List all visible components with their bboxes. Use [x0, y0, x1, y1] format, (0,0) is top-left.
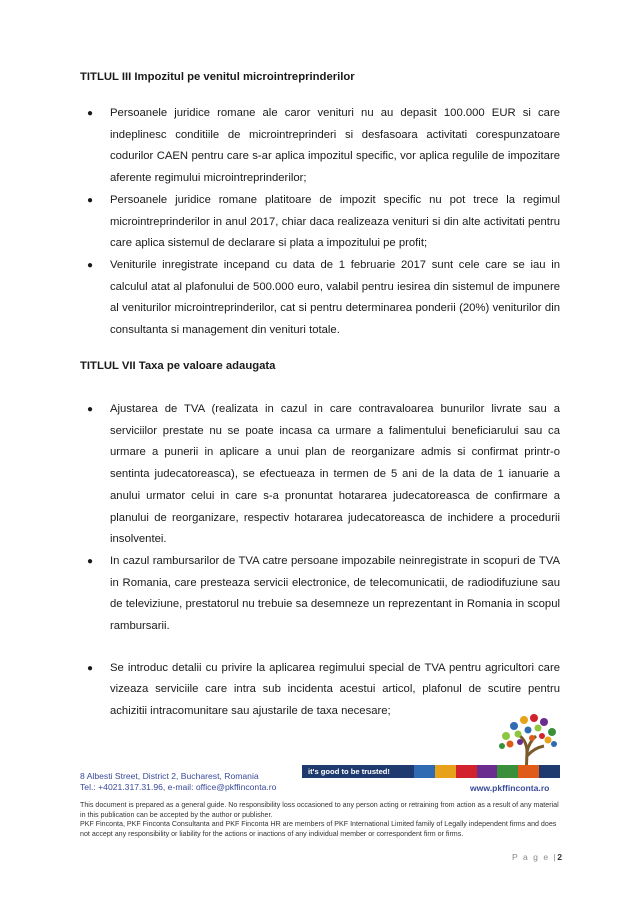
banner-segment	[539, 765, 560, 778]
disclaimer	[80, 801, 562, 839]
list-item: ● Persoanele juridice romane ale caror venituri nu au depasit 100.000 EUR si care indeplinesc conditiile de microintreprinderi si desfasoara activitati corespunzatoare codurilor CAEN pentru care s-ar aplica impozitul specific, vor aplica regulile de impozitare aferente regimului microintreprinderilor;	[80, 103, 560, 190]
page-number: P a g e |2	[512, 852, 562, 862]
bullet-icon: ●	[87, 259, 94, 271]
slogan-text: it's good to be trusted!	[302, 765, 414, 778]
bullet-icon: ●	[87, 404, 94, 415]
page-label: P a g e	[512, 852, 550, 862]
banner-segment	[497, 765, 518, 778]
banner-segment	[456, 765, 477, 778]
banner-segment	[518, 765, 539, 778]
slogan-banner	[302, 765, 560, 778]
disclaimer-paragraph: This document is prepared as a general guide. No responsibility loss occasioned to any person acting or retraining from action as a result of any material in this publication can be accepted by the author or publisher.	[80, 801, 559, 819]
bullet-icon: ●	[87, 662, 94, 674]
list-item: ● Se introduc detalii cu privire la aplicarea regimului special de TVA pentru agricultori care vizeaza serviciile care intra sub incidenta acestui articol, plafonul de scutire pentru achizitii intracomunitare sau ajustarile de taxa necesare;	[80, 658, 560, 723]
bullet-icon: ●	[87, 194, 94, 206]
footer-contact[interactable]: Tel.: +4021.317.31.96, e-mail: office@pkffinconta.ro	[80, 782, 277, 792]
banner-segment	[477, 765, 498, 778]
section-title-titlul-iii: TITLUL III Impozitul pe venitul microintreprinderilor	[80, 71, 355, 83]
list-item: ● Ajustarea de TVA (realizata in cazul in care contravaloarea bunurilor livrate sau a serviciilor prestate nu se poate incasa ca urmare a falimentului beneficiarului sau ca urmare a punerii in aplicare a unui plan de reorganizare admis si confirmat printr-o sentinta judecatoreasca), se efectueaza in termen de 5 ani de la data de 1 ianuarie a anului urmator celui in care s-a pronuntat hotararea judecatoreasca de confirmare a planului de reorganizare, respectiv hotararea judecatoreasca de inchidere a procedurii insolventei.	[80, 399, 560, 551]
list-item: ● Persoanele juridice romane platitoare de impozit specific nu pot trece la regimul microintreprinderilor in anul 2017, chiar daca realizeaza venituri si din alte activitati pentru care aplica sistemul de declarare si plata a impozitului pe profit;	[80, 190, 560, 255]
banner-segment	[435, 765, 456, 778]
banner-segment	[414, 765, 435, 778]
bullet-icon: ●	[87, 555, 94, 567]
section-title-titlul-vii: TITLUL VII Taxa pe valoare adaugata	[80, 360, 276, 372]
website-link[interactable]: www.pkffinconta.ro	[470, 783, 550, 793]
footer-address: 8 Albesti Street, District 2, Bucharest, Romania	[80, 771, 259, 781]
list-item: ● Veniturile inregistrate incepand cu data de 1 februarie 2017 sunt cele care se iau in calculul atat al plafonului de 500.000 euro, valabil pentru iesirea din sistemul de impunere al veniturilor microintreprinderilor, cat si pentru determinarea ponderii (20%) veniturilor din consultanta si management din venituri totale.	[80, 255, 560, 342]
list-item: ● In cazul rambursarilor de TVA catre persoane impozabile neinregistrate in scopuri de TVA in Romania, care presteaza servicii electronice, de telecomunicatii, de radiodifuziune sau de televiziune, prestatorul nu trebuie sa desemneze un reprezentant in Romania in scopul rambursarii.	[80, 551, 560, 638]
bullet-list-titlul-iii	[80, 103, 560, 342]
page-number-value: 2	[557, 852, 562, 862]
disclaimer-paragraph: PKF Finconta, PKF Finconta Consultanta and PKF Finconta HR are members of PKF International Limited family of Legally independent firms and does not accept any responsibility or liability for the actions or inactions of any individual member or correspondent firm or firms.	[80, 820, 557, 838]
footer-address-block	[80, 771, 276, 793]
bullet-icon: ●	[87, 108, 94, 119]
bullet-list-titlul-vii	[80, 399, 560, 723]
